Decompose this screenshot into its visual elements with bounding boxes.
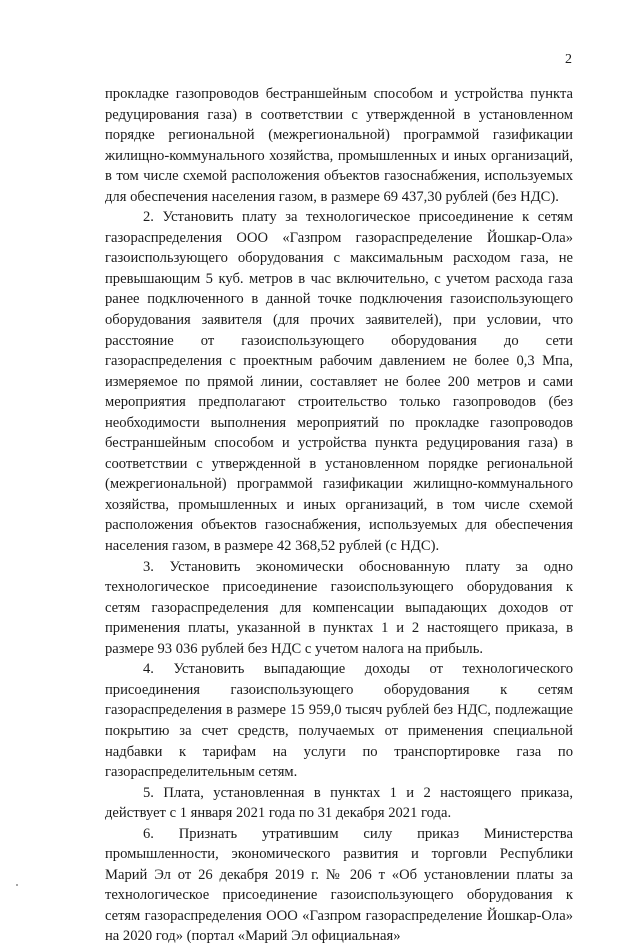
- paragraph-item-3: 3. Установить экономически обоснованную плату за одно технологическое присоединение газоиспользующего оборудования к сетям газораспределения для компенсации выпадающих доходов от применения платы, указанной в пунктах 1 и 2 настоящего приказа, в размере 93 036 рублей без НДС с учетом налога на прибыль.: [105, 558, 573, 657]
- paragraph-continuation: прокладке газопроводов бестраншейным способом и устройства пункта редуцирования газа) в соответствии с утвержденной в установленном порядке региональной (межрегиональной) программой газификации жилищно-коммунального хозяйства, промышленных и иных организаций, в том числе схемой расположения объектов газоснабжения, используемых для обеспечения населения газом, в размере 69 437,30 рублей (без НДС).: [105, 86, 573, 205]
- scan-speck: [16, 884, 18, 886]
- paragraph-item-5: 5. Плата, установленная в пунктах 1 и 2 настоящего приказа, действует с 1 января 2021 года по 31 декабря 2021 года.: [105, 784, 573, 822]
- paragraph-item-6: 6. Признать утратившим силу приказ Министерства промышленности, экономического развития и торговли Республики Марий Эл от 26 декабря 2019 г. № 206 т «Об установлении платы за технологическое присоединение газоиспользующего оборудования к сетям газораспределения ООО «Газпром газораспределение Йошкар-Ола» на 2020 год» (портал «Марий Эл официальная»: [105, 825, 573, 945]
- paragraph-item-4: 4. Установить выпадающие доходы от технологического присоединения газоиспользующего оборудования к сетям газораспределения в размере 15 959,0 тысяч рублей без НДС, подлежащие покрытию за счет средств, получаемых от применения специальной надбавки к тарифам на услуги по транспортировке газа по газораспределительным сетям.: [105, 661, 573, 781]
- document-body: [105, 84, 573, 947]
- page-number: 2: [565, 52, 572, 67]
- paragraph-item-2: 2. Установить плату за технологическое присоединение к сетям газораспределения ООО «Газпром газораспределение Йошкар-Ола» газоиспользующего оборудования с максимальным расходом газа, не превышающим 5 куб. метров в час включительно, с учетом расхода газа ранее подключенного в данной точке подключения газоиспользующего оборудования заявителя (для прочих заявителей), при условии, что расстояние от газоиспользующего оборудования до сети газораспределения с проектным рабочим давлением не более 0,3 Мпа, измеряемое по прямой линии, составляет не более 200 метров и сами мероприятия предполагают строительство только газопроводов (без необходимости выполнения мероприятий по прокладке газопроводов бестраншейным способом и устройства пункта редуцирования газа) в соответствии с утвержденной в установленном порядке региональной (межрегиональной) программой газификации жилищно-коммунального хозяйства, промышленных и иных организаций, в том числе схемой расположения объектов газоснабжения, используемых для обеспечения населения газом, в размере 42 368,52 рублей (с НДС).: [105, 209, 573, 555]
